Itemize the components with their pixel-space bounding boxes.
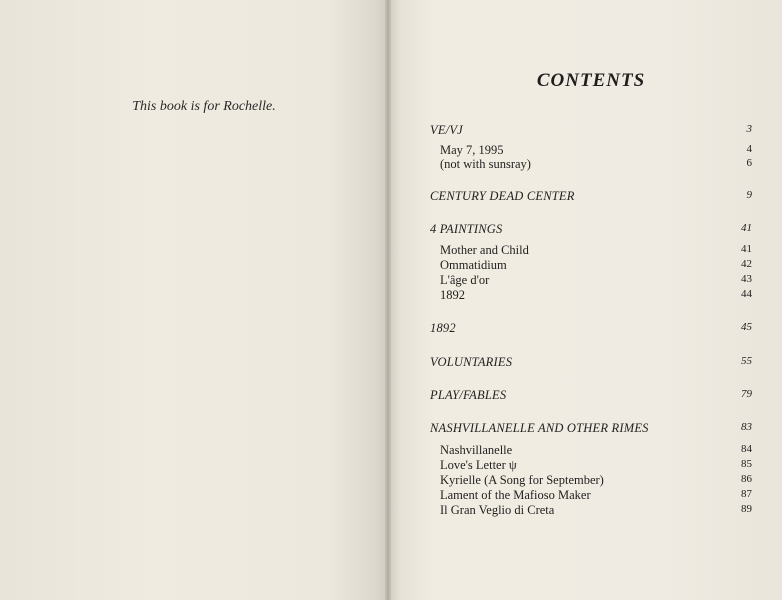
- toc-entry-voluntaries: [430, 355, 752, 371]
- toc-entry-label: L'âge d'or: [440, 273, 490, 287]
- toc-entry-page: 79: [741, 388, 752, 400]
- toc-entry-page: 45: [741, 321, 752, 333]
- toc-entry-page: 86: [741, 473, 752, 485]
- toc-entry-4-paintings: [430, 222, 752, 238]
- toc-entry-page: 43: [741, 273, 752, 285]
- right-page: [388, 0, 782, 600]
- toc-entry-ommatidium: [440, 258, 752, 274]
- toc-entry-1892-sub: [440, 288, 752, 304]
- toc-entry-page: 41: [741, 222, 752, 234]
- toc-entry-label: Il Gran Veglio di Creta: [440, 503, 555, 517]
- toc-entry-not-with-sunsray: [440, 157, 752, 173]
- toc-entry-page: 85: [741, 458, 752, 470]
- toc-entry-label: Love's Letter ψ: [440, 458, 517, 472]
- toc-entry-label: PLAY/FABLES: [430, 388, 507, 402]
- toc-entry-page: 9: [746, 189, 752, 201]
- toc-entry-label: (not with sunsray): [440, 157, 531, 171]
- left-page: [0, 0, 388, 600]
- toc-entry-label: 4 PAINTINGS: [430, 222, 503, 236]
- table-of-contents: [388, 0, 782, 600]
- dedication-text: This book is for Rochelle.: [132, 99, 276, 114]
- toc-entry-label: VOLUNTARIES: [430, 355, 513, 369]
- toc-entry-nashvillanelle: [440, 443, 752, 459]
- toc-entry-page: 83: [741, 421, 752, 433]
- toc-entry-lament-of-the-mafioso-maker: [440, 488, 752, 504]
- toc-entry-mother-and-child: [440, 243, 752, 259]
- toc-entry-page: 44: [741, 288, 752, 300]
- toc-entry-kyrielle: [440, 473, 752, 489]
- toc-entry-label: Kyrielle (A Song for September): [440, 473, 604, 487]
- toc-entry-ve-vj: [430, 123, 752, 139]
- toc-entry-label: Nashvillanelle: [440, 443, 513, 457]
- toc-entry-label: NASHVILLANELLE AND OTHER RIMES: [430, 421, 649, 435]
- toc-entry-label: Ommatidium: [440, 258, 507, 272]
- toc-entry-century-dead-center: [430, 189, 752, 205]
- book-gutter: [385, 0, 391, 600]
- toc-entry-1892: [430, 321, 752, 337]
- contents-title: CONTENTS: [536, 70, 646, 91]
- toc-entry-label: 1892: [430, 321, 456, 335]
- toc-entry-label: CENTURY DEAD CENTER: [430, 189, 575, 203]
- toc-entry-il-gran-veglio-di-creta: [440, 503, 752, 519]
- toc-entry-play-fables: [430, 388, 752, 404]
- toc-entry-page: 55: [741, 355, 752, 367]
- toc-entry-page: 89: [741, 503, 752, 515]
- toc-entry-page: 6: [746, 157, 752, 169]
- toc-entry-page: 41: [741, 243, 752, 255]
- toc-entry-page: 4: [746, 143, 752, 155]
- toc-entry-lage-dor: [440, 273, 752, 289]
- toc-entry-loves-letter: [440, 458, 752, 474]
- toc-entry-page: 3: [746, 123, 752, 135]
- toc-entry-label: Mother and Child: [440, 243, 529, 257]
- toc-entry-nashvillanelle-and-other-rimes: [430, 421, 752, 437]
- toc-entry-label: May 7, 1995: [440, 143, 504, 157]
- toc-entry-label: 1892: [440, 288, 465, 302]
- toc-entry-label: Lament of the Mafioso Maker: [440, 488, 591, 502]
- toc-entry-page: 87: [741, 488, 752, 500]
- toc-entry-label: VE/VJ: [430, 123, 463, 137]
- toc-entry-page: 42: [741, 258, 752, 270]
- toc-entry-page: 84: [741, 443, 752, 455]
